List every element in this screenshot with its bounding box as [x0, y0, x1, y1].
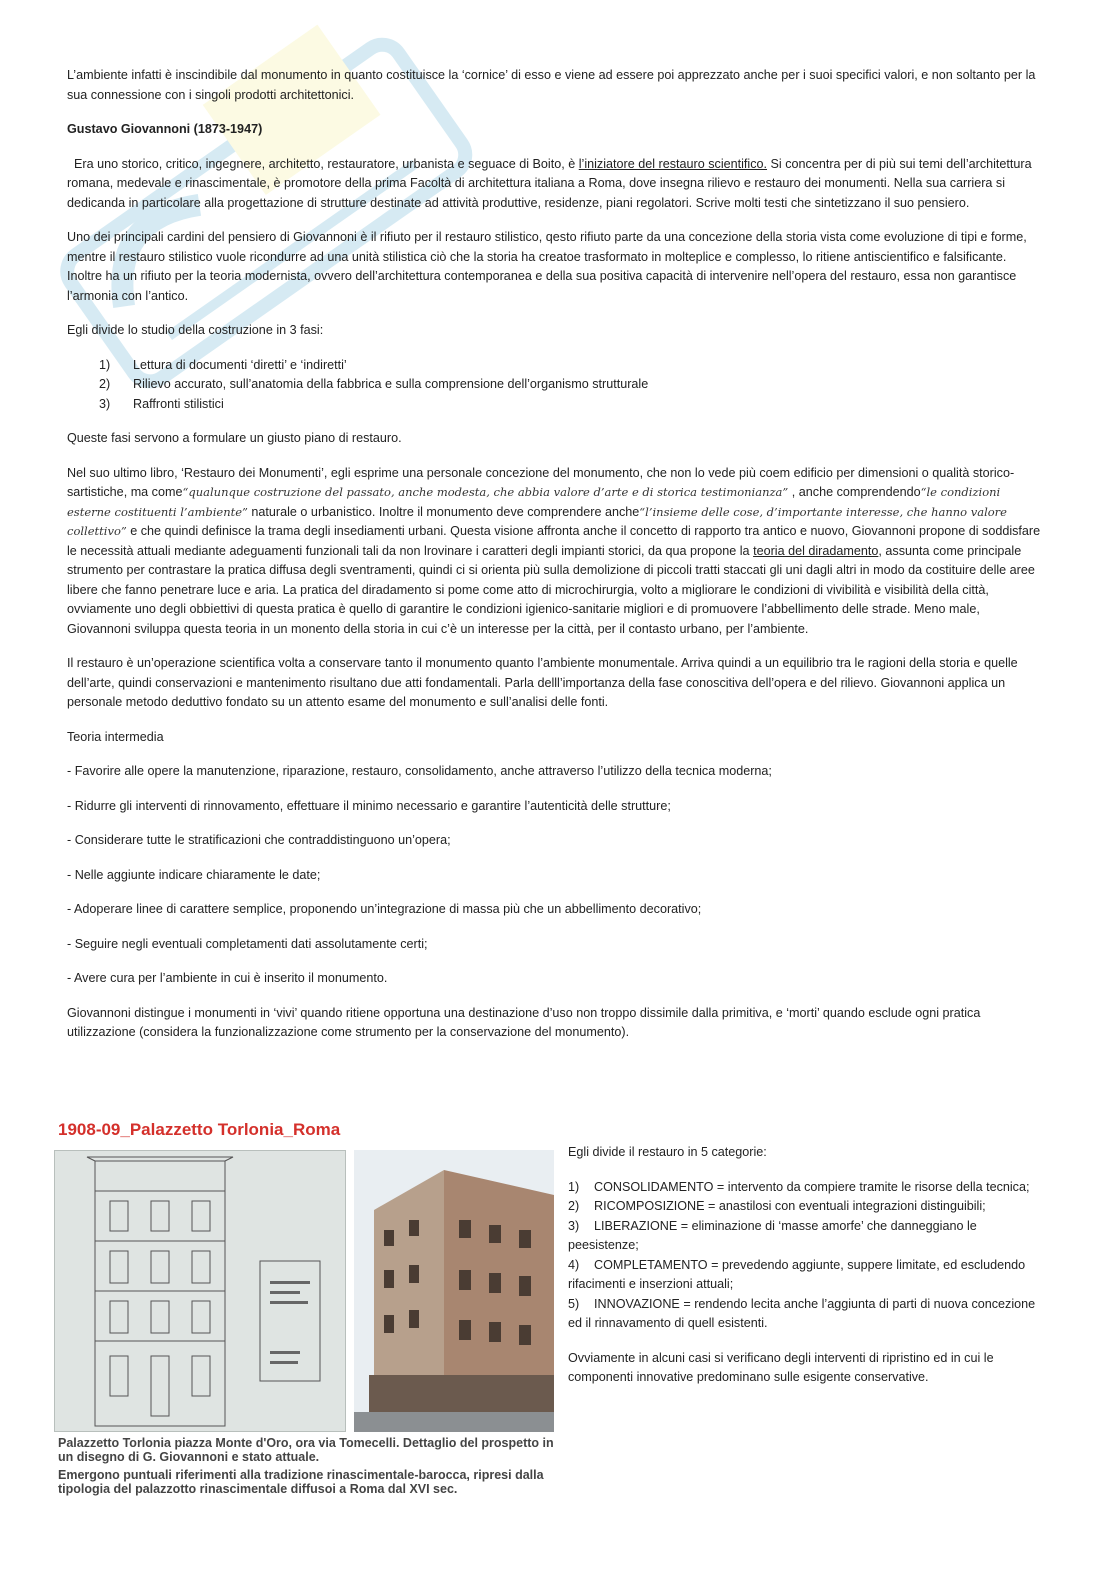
categories-list	[568, 1178, 1038, 1334]
document-body	[67, 66, 1043, 1058]
teoria-diradamento-link: teoria del diradamento	[753, 543, 879, 558]
category-name: CONSOLIDAMENTO	[594, 1179, 714, 1194]
ultimo-text-4: e che quindi definisce la trama degli insediamenti urbani. Questa visione affronta anche il concetto di rapporto tra antico e nuovo, Giovannoni propone di soddisfare le necessità attuali mediante adeguamenti funzionali tali da non lrovinare i caratteri degli impianti storici, da qua propone la	[67, 524, 1041, 558]
list-text: Rilievo accurato, sull’anatomia della fabbrica e sulla comprensione dell’organismo strutturale	[133, 377, 649, 391]
conclusion-paragraph: Ovviamente in alcuni casi si verificano degli interventi di ripristino ed in cui le componenti innovative predominano sulle esigente conservative.	[568, 1350, 994, 1384]
category-text: = prevedendo aggiunte, suppere limitate, ed escludendo rifacimenti e inserzioni attuali;	[568, 1257, 1026, 1291]
category-name: LIBERAZIONE	[594, 1218, 678, 1233]
figure-palazzetto	[54, 1120, 554, 1500]
list-number: 4)	[568, 1257, 580, 1272]
quote-3: “l’insieme delle cose, d’importante interesse, che hanno valore collettivo”	[67, 504, 1007, 538]
list-text: Lettura di documenti ‘diretti’ e ‘indiretti’	[133, 357, 347, 372]
quote-1: “qualunque costruzione del passato, anche modesta, che abbia valore d’arte e di storica testimonianza”	[182, 485, 789, 499]
list-item	[99, 395, 1043, 415]
figure-caption	[58, 1436, 558, 1500]
caption-line-1: Palazzetto Torlonia piazza Monte d'Oro, ora via Tomecelli. Dettaglio del prospetto in un disegno di G. Giovannoni e stato attuale.	[58, 1436, 554, 1464]
bullet-item: - Nelle aggiunte indicare chiaramente le date;	[67, 867, 321, 882]
caption-line-2: Emergono puntuali riferimenti alla tradizione rinascimentale-barocca, ripresi dalla tipologia del palazzotto rinascimentale diffusoi a Roma dal XVI sec.	[58, 1468, 544, 1496]
bio-text-2: Si concentra per di più sui temi dell’architettura romana, medevale e rinascimentale, è promotore della prima Facoltà di architettura italiana a Roma, dove insegna rilievo e restauro dei monumenti. Nella sua carriera si dedicanda in particolare alla progettazione di strutture destinate ad attività produttive, residenze, piani regolatori. Scrive molti testi che sintetizzano il suo pensiero.	[67, 156, 1032, 210]
bullet-item: - Ridurre gli interventi di rinnovamento, effettuare il minimo necessario e garantire l’autenticità delle strutture;	[67, 798, 671, 813]
list-item	[568, 1197, 1038, 1217]
phases-outro: Queste fasi servono a formulare un giusto piano di restauro.	[67, 431, 402, 445]
intro-paragraph: L’ambiente infatti è inscindibile dal monumento in quanto costituisce la ‘cornice’ di esso e viene ad essere poi apprezzato anche per i suoi specifici valori, e non soltanto per la sua connessione con i singoli prodotti architettonici.	[67, 68, 1036, 102]
bio-paragraph	[67, 155, 1043, 214]
bullet-item: - Favorire alle opere la manutenzione, riparazione, restauro, consolidamento, anche attraverso l’utilizzo della tecnica moderna;	[67, 764, 772, 778]
list-number: 1)	[568, 1179, 580, 1194]
list-number: 5)	[568, 1296, 580, 1311]
ultimo-paragraph	[67, 464, 1043, 640]
bio-text-1: Era uno storico, critico, ingegnere, architetto, restauratore, urbanista e seguace di Boito, è	[74, 156, 579, 171]
list-item	[568, 1178, 1038, 1198]
category-text: = intervento da compiere tramite le risorse della tecnica;	[713, 1179, 1030, 1194]
restauro-scientifico-link: l’iniziatore del restauro scientifico.	[578, 156, 768, 171]
vivi-paragraph: Giovannoni distingue i monumenti in ‘vivi’ quando ritiene opportuna una destinazione d’uso non troppo dissimile dalla primitiva, e ‘morti’ quando esclude ogni pratica utilizzazione (considera la funzionalizzazione come strumento per la conservazione del monumento).	[67, 1005, 981, 1039]
restauro-paragraph: Il restauro è un’operazione scientifica volta a conservare tanto il monumento quanto l’ambiente monumentale. Arriva quindi a un equilibrio tra le ragioni della storia e quelle dell’arte, quindi conservazioni e mantenimento risultano due atti fondamentali. Parla delll’importanza della fase conoscitiva dell’opera e del rilievo. Giovannoni applica un personale metodo deduttivo fondato su un attento esame del monumento e sull’analisi delle fonti.	[67, 656, 1018, 709]
bullet-item: - Avere cura per l’ambiente in cui è inserito il monumento.	[67, 971, 388, 985]
list-item	[568, 1295, 1038, 1334]
list-number: 2)	[99, 377, 111, 391]
category-name: INNOVAZIONE	[594, 1296, 680, 1311]
quote-2: “le condizioni esterne costituenti l’ambiente”	[67, 485, 1001, 519]
phases-intro: Egli divide lo studio della costruzione in 3 fasi:	[67, 323, 324, 337]
cardini-paragraph: Uno dei principali cardini del pensiero di Giovannoni è il rifiuto per il restauro stilistico, qesto rifiuto parte da una concezione della storia vista come evoluzione di tipi e forme, mentre il restauro stilistico vuole ricondurre ad una unità stilistica ciò che la storia ha creatoe trasformato in molteplice e complesso, lo ritiene antiscientifico e falsificante. Inoltre ha un rifiuto per la teoria modernista, ovvero dell’architettura contemporanea e della sua positiva capacità di intervenire nell’opera del restauro, essa non garantisce l’armonia con l’antico.	[67, 230, 1027, 303]
ultimo-text-5: , assunta come principale strumento per contrastare la pratica diffusa degli sventramenti, quindi ci si orienta più sulla demolizione di piccoli tratti staccati gli uni dagli altri in modo da costituire delle aree libere che fanno penetrare luce e aria. La pratica del diradamento si pome come atto di microchirurgia, volto a migliorare le condizioni di vivibilità e visibilità della città, ovviamente uno degli obbiettivi di questa pratica è quello di garantire le condizioni igienico-sanitarie migliori e di promuovere l’abbellimento delle strade. Meno male, Giovannoni sviluppa questa teoria in un monento della storia in cui c’è un interesse per la città, per il contasto urbano, per l’ambiente.	[67, 543, 1035, 636]
list-number: 2)	[568, 1199, 580, 1213]
category-text: = rendendo lecita anche l’aggiunta di parti di nuova concezione ed il rinnavamento di quell esistenti.	[568, 1296, 1036, 1330]
list-number: 3)	[99, 396, 111, 411]
teoria-title: Teoria intermedia	[67, 729, 164, 744]
category-name: COMPLETAMENTO	[594, 1257, 708, 1272]
facade-drawing-image	[54, 1150, 346, 1432]
list-number: 3)	[568, 1218, 580, 1233]
ultimo-text-3: naturale o urbanistico. Inoltre il monumento deve comprendere anche	[247, 504, 640, 519]
category-text: = anastilosi con eventuali integrazioni distinguibili;	[704, 1199, 986, 1213]
category-text: = eliminazione di ‘masse amorfe’ che danneggiano le peesistenze;	[568, 1218, 977, 1252]
section-heading: Gustavo Giovannoni (1873-1947)	[67, 122, 263, 136]
bullet-item: - Seguire negli eventuali completamenti dati assolutamente certi;	[67, 936, 428, 951]
phases-list	[67, 356, 1043, 415]
list-item	[99, 375, 1043, 395]
ultimo-text-1: Nel suo ultimo libro, ‘Restauro dei Monumenti’, egli esprime una personale concezione del monumento, che non lo vede più coem edificio per dimensioni o qualità storico-sartistiche, ma come	[67, 465, 1015, 499]
list-item	[568, 1217, 1038, 1256]
categories-column	[568, 1143, 1038, 1403]
category-name: RICOMPOSIZIONE	[594, 1199, 705, 1213]
ultimo-text-2: , anche comprendendo	[788, 485, 921, 499]
categories-intro: Egli divide il restauro in 5 categorie:	[568, 1145, 767, 1159]
list-item	[568, 1256, 1038, 1295]
list-item	[99, 356, 1043, 376]
list-number: 1)	[99, 357, 111, 372]
figure-title: 1908-09_Palazzetto Torlonia_Roma	[58, 1120, 341, 1139]
bullet-item: - Adoperare linee di carattere semplice, proponendo un’integrazione di massa più che un abbellimento decorativo;	[67, 902, 702, 916]
list-text: Raffronti stilistici	[133, 396, 224, 411]
bullet-item: - Considerare tutte le stratificazioni che contraddistinguono un’opera;	[67, 833, 451, 847]
building-photo-image	[354, 1150, 554, 1432]
